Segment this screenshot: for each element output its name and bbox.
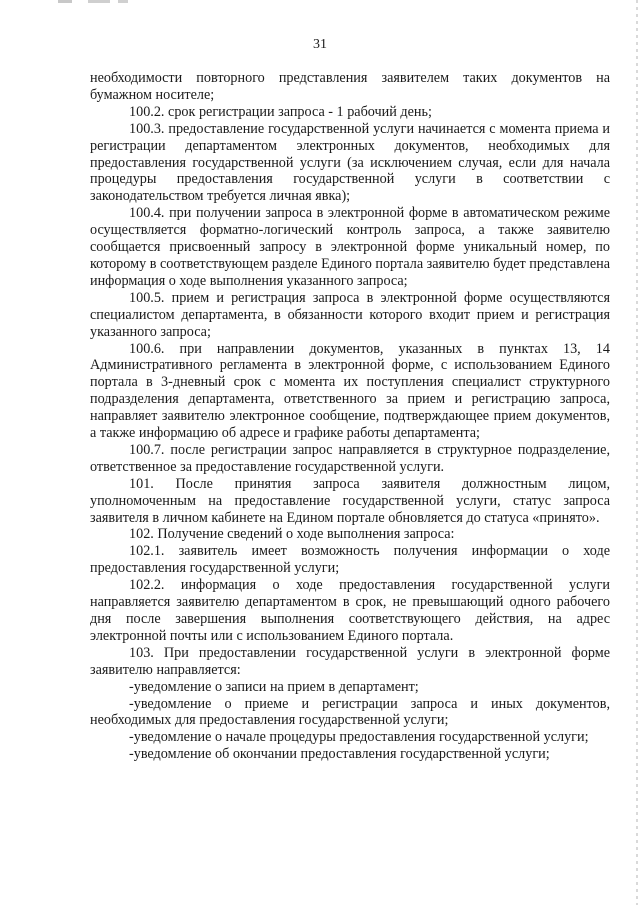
list-item-notification: -уведомление об окончании предоставления государственной услуги;	[129, 746, 550, 763]
paragraph-100-4: 100.4. при получении запроса в электронной форме в автоматическом режиме осуществляется форматно-логический контроль запроса, а также заявителю сообщается присвоенный запросу в электронной форме уникальный номер, по которому в соответствующем разделе Единого портала заявителю будет представлена информация о ходе выполнения указанного запроса;	[90, 205, 611, 289]
list-item-notification: -уведомление о начале процедуры предоставления государственной услуги;	[129, 729, 589, 746]
scan-artifact-right-edge	[636, 0, 638, 905]
paragraph-100-2: 100.2. срок регистрации запроса - 1 рабочий день;	[129, 103, 432, 120]
paragraph-103: 103. При предоставлении государственной услуги в электронной форме заявителю направляется:	[90, 644, 610, 678]
list-item-notification: -уведомление о записи на прием в департамент;	[129, 678, 419, 695]
paragraph-100-6: 100.6. при направлении документов, указанных в пунктах 13, 14 Административного регламента в электронной форме, с использованием Единого портала в 3-дневный срок с момента их поступления специалист структурного подразделения департамента, ответственного за прием и регистрацию запроса, направляет заявителю электронное сообщение, подтверждающее прием документов, а также информацию об адресе и графике работы департамента;	[90, 340, 610, 442]
scan-artifact-top	[58, 0, 128, 3]
paragraph-100-3: 100.3. предоставление государственной услуги начинается с момента приема и регистрации департаментом электронных документов, необходимых для предоставления государственной услуги (за исключением случая, если для начала процедуры предоставления государственной услуги в соответствии с законодательством требуется личная явка);	[90, 120, 610, 205]
paragraph-102: 102. Получение сведений о ходе выполнения запроса:	[129, 526, 455, 543]
list-item-notification: -уведомление о приеме и регистрации запроса и иных документов, необходимых для предоставления государственной услуги;	[90, 695, 610, 729]
paragraph-100-5: 100.5. прием и регистрация запроса в электронной форме осуществляются специалистом департамента, в обязанности которого входит прием и регистрация указанного запроса;	[90, 289, 610, 340]
page-number: 31	[313, 37, 327, 52]
document-body	[90, 70, 610, 763]
paragraph-102-1: 102.1. заявитель имеет возможность получения информации о ходе предоставления государственной услуги;	[90, 543, 610, 577]
paragraph-101: 101. После принятия запроса заявителя должностным лицом, уполномоченным на предоставление государственной услуги, статус запроса заявителя в личном кабинете на Едином портале обновляется до статуса «принято».	[90, 475, 610, 526]
paragraph-continuation: необходимости повторного представления заявителем таких документов на бумажном носителе;	[90, 70, 610, 103]
paragraph-102-2: 102.2. информация о ходе предоставления государственной услуги направляется заявителю департаментом в срок, не превышающий одного рабочего дня после завершения выполнения соответствующего действия, на адрес электронной почты или с использованием Единого портала.	[90, 577, 610, 644]
paragraph-100-7: 100.7. после регистрации запрос направляется в структурное подразделение, ответственное за предоставление государственной услуги.	[90, 441, 610, 475]
